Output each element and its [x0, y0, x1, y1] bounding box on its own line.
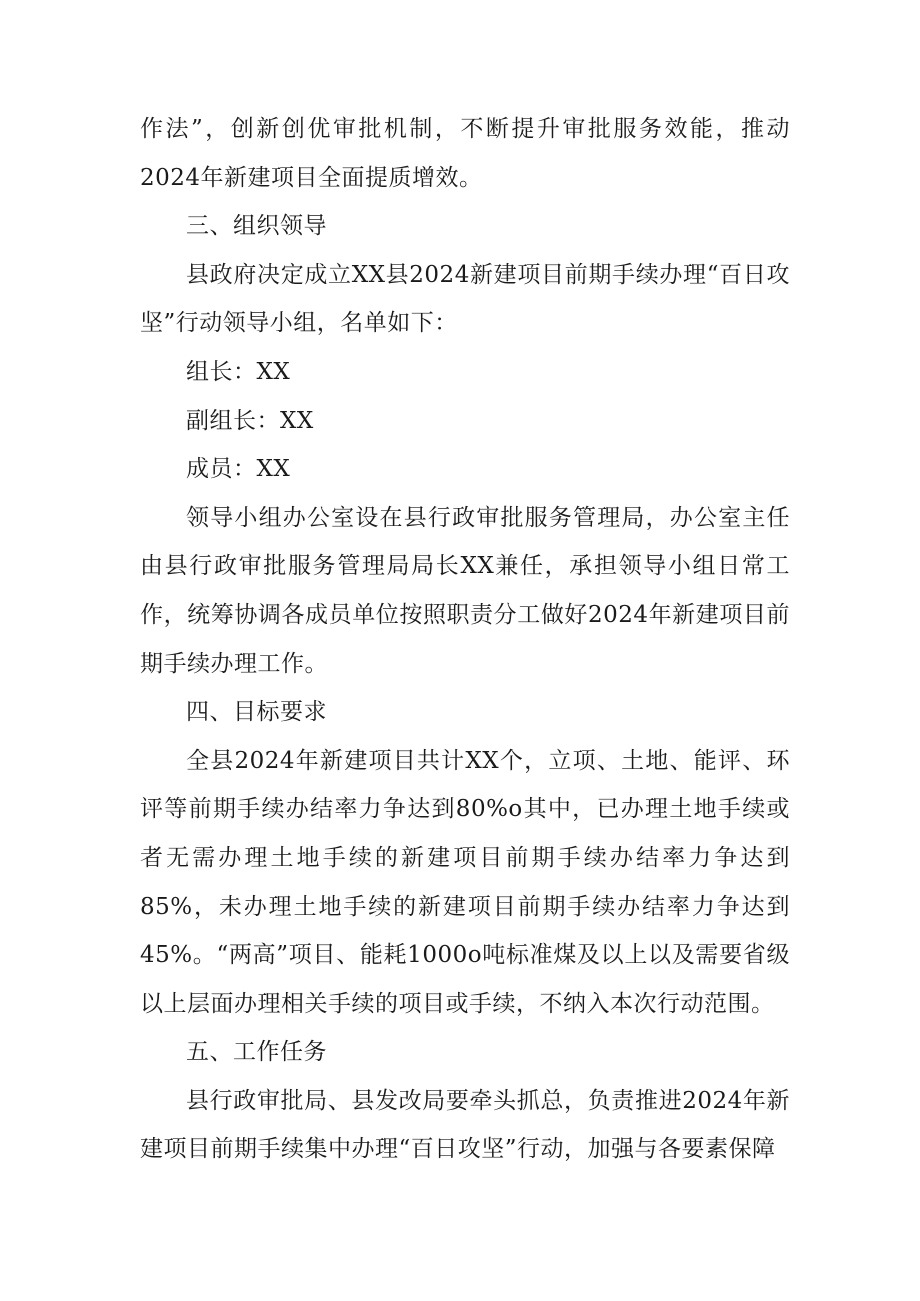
paragraph-leading-group: 县政府决定成立XX县2024新建项目前期手续办理“百日攻坚”行动领导小组，名单如下： [140, 261, 790, 337]
section-heading-tasks: 五、工作任务 [186, 1039, 327, 1066]
document-body [140, 105, 790, 1174]
paragraph-office: 领导小组办公室设在县行政审批服务管理局，办公室主任由县行政审批服务管理局局长XX兼任，承担领导小组日常工作，统筹协调各成员单位按照职责分工做好2024年新建项目前期手续办理工作。 [140, 504, 790, 677]
section-heading-goals: 四、目标要求 [186, 699, 327, 726]
paragraph-continuation: 作法”，创新创优审批机制，不断提升审批服务效能，推动2024年新建项目全面提质增效。 [140, 116, 790, 191]
paragraph-tasks: 县行政审批局、县发改局要牵头抓总，负责推进2024年新建项目前期手续集中办理“百日攻坚”行动，加强与各要素保障 [140, 1087, 790, 1163]
member-deputy-leader: 副组长：XX [186, 407, 314, 434]
paragraph-goals: 全县2024年新建项目共计XX个，立项、土地、能评、环评等前期手续办结率力争达到80%o其中，已办理土地手续或者无需办理土地手续的新建项目前期手续办结率力争达到85%，未办理土地手续的新建项目前期手续办结率力争达到45%。“两高”项目、能耗1000o吨标准煤及以上以及需要省级以上层面办理相关手续的项目或手续，不纳入本次行动范围。 [140, 747, 790, 1017]
member-leader: 组长：XX [186, 358, 291, 385]
member-members: 成员：XX [186, 456, 291, 483]
section-heading-organization: 三、组织领导 [186, 213, 327, 240]
